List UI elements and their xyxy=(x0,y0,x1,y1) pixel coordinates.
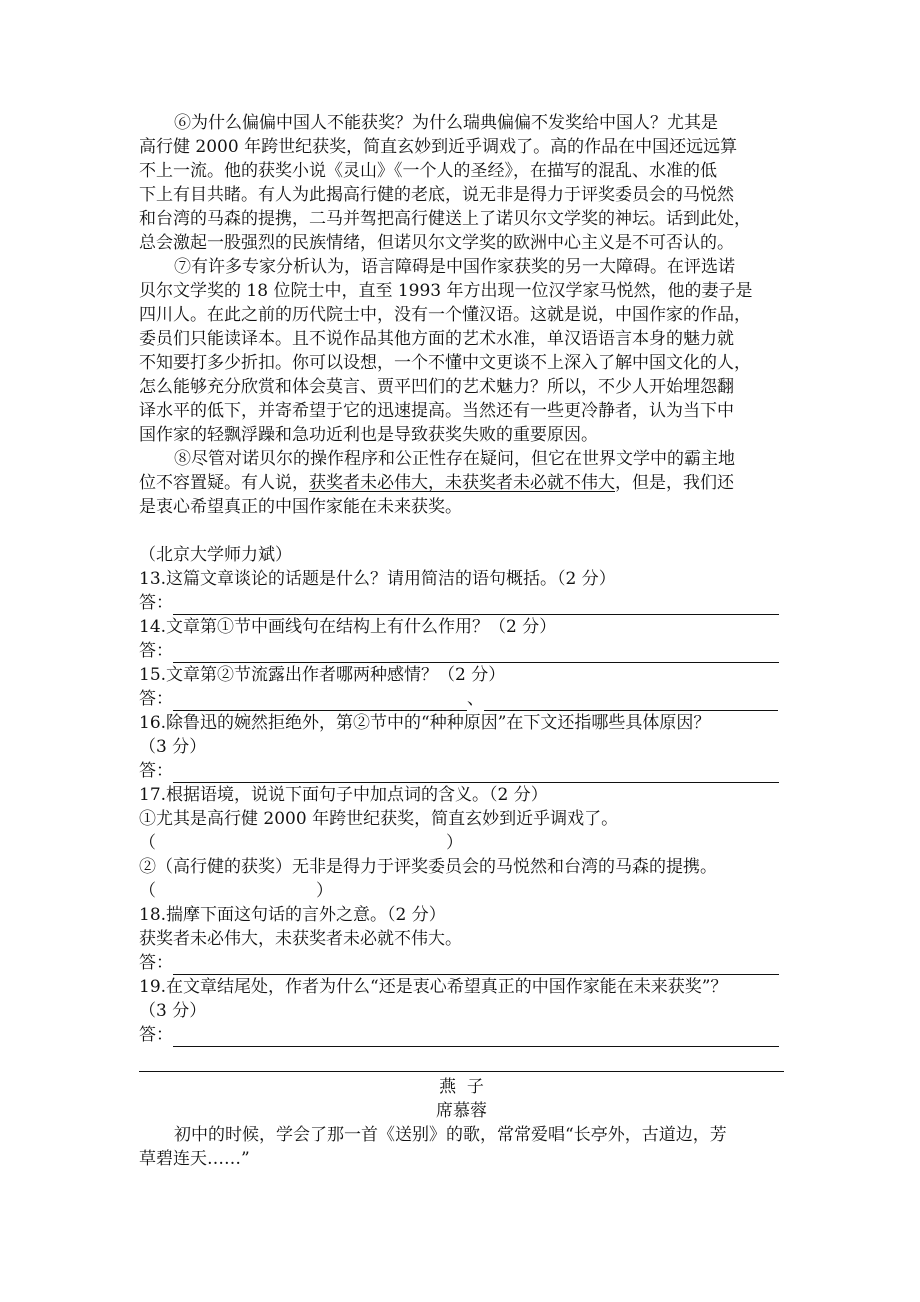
question-16-score: （3 分） xyxy=(139,737,207,757)
text-line: 初中的时候，学会了那一首《送别》的歌，常常爱唱“长亭外，古道边，芳 xyxy=(174,1125,727,1145)
question-17-sentence-2: ②（高行健的获奖）无非是得力于评奖委员会的马悦然和台湾的马森的提携。 xyxy=(139,857,717,877)
question-17-sentence-1: ①尤其是高行健 2000 年跨世纪获奖，简直玄妙到近乎调戏了。 xyxy=(139,809,619,829)
paren-close: ） xyxy=(316,881,333,901)
question-13: 13.这篇文章谈论的话题是什么？请用简洁的语句概括。（2 分） xyxy=(139,569,616,589)
text-line: 国作家的轻飘浮躁和急功近利也是导致获奖失败的重要原因。 xyxy=(139,425,598,445)
answer-row xyxy=(139,591,784,615)
answer-blank[interactable] xyxy=(173,1029,779,1047)
answer-row xyxy=(139,951,784,975)
text-line: ⑦有许多专家分析认为，语言障碍是中国作家获奖的另一大障碍。在评选诺 xyxy=(174,257,735,277)
text-line: 四川人。在此之前的历代院士中，没有一个懂汉语。这就是说，中国作家的作品， xyxy=(139,305,751,325)
paren-answer-row xyxy=(139,879,784,903)
text-line: 和台湾的马森的提携，二马并驾把高行健送上了诺贝尔文学奖的神坛。话到此处， xyxy=(139,209,751,229)
next-article xyxy=(139,1075,784,1171)
question-18-quote: 获奖者未必伟大，未获奖者未必就不伟大。 xyxy=(139,929,462,949)
answer-label: 答： xyxy=(139,689,173,709)
text-line: ⑧尽管对诺贝尔的操作程序和公正性存在疑问，但它在世界文学中的霸主地 xyxy=(174,449,735,469)
answer-label: 答： xyxy=(139,593,173,613)
text-line: 是衷心希望真正的中国作家能在未来获奖。 xyxy=(139,497,462,517)
answer-row xyxy=(139,639,784,663)
blank-separator: 、 xyxy=(467,689,484,709)
paren-close: ） xyxy=(446,833,463,853)
question-18: 18.揣摩下面这句话的言外之意。（2 分） xyxy=(139,905,446,925)
answer-blank[interactable] xyxy=(173,765,779,783)
text-segment: ，但是，我们还 xyxy=(615,473,734,493)
text-line: 译水平的低下，并寄希望于它的迅速提高。当然还有一些更冷静者，认为当下中 xyxy=(139,401,734,421)
article-title: 燕 子 xyxy=(439,1077,484,1097)
answer-row xyxy=(139,759,784,783)
questions-section xyxy=(139,543,784,1047)
question-17: 17.根据语境，说说下面句子中加点词的含义。（2 分） xyxy=(139,785,548,805)
answer-blank[interactable] xyxy=(173,693,467,711)
answer-row xyxy=(139,687,784,711)
text-segment: 位不容置疑。有人说， xyxy=(139,473,309,493)
text-line: 下上有目共睹。有人为此揭高行健的老底，说无非是得力于评奖委员会的马悦然 xyxy=(139,185,734,205)
text-line: 不知要打多少折扣。你可以设想，一个不懂中文更谈不上深入了解中国文化的人， xyxy=(139,353,751,373)
paren-open: （ xyxy=(139,833,156,853)
passage-paragraph-7 xyxy=(139,255,784,447)
passage-source: （北京大学师力斌） xyxy=(139,545,292,565)
question-15: 15.文章第②节流露出作者哪两种感情？（2 分） xyxy=(139,665,506,685)
question-14: 14.文章第①节中画线句在结构上有什么作用？（2 分） xyxy=(139,617,557,637)
paren-answer-row xyxy=(139,831,784,855)
answer-blank[interactable] xyxy=(173,957,779,975)
text-line: 草碧连天……” xyxy=(139,1149,250,1169)
answer-label: 答： xyxy=(139,641,173,661)
question-19: 19.在文章结尾处，作者为什么“还是衷心希望真正的中国作家能在未来获奖”？ xyxy=(139,977,728,997)
answer-label: 答： xyxy=(139,761,173,781)
passage-paragraph-8 xyxy=(139,447,784,519)
answer-row xyxy=(139,1023,784,1047)
underlined-sentence: 获奖者未必伟大，未获奖者未必就不伟大 xyxy=(309,473,615,493)
question-16: 16.除鲁迅的婉然拒绝外，第②节中的“种种原因”在下文还指哪些具体原因？ xyxy=(139,713,711,733)
text-line: ⑥为什么偏偏中国人不能获奖？为什么瑞典偏偏不发奖给中国人？尤其是 xyxy=(174,113,718,133)
section-divider xyxy=(139,1071,784,1072)
paren-open: （ xyxy=(139,881,156,901)
answer-blank[interactable] xyxy=(173,597,779,615)
text-line: 总会激起一股强烈的民族情绪，但诺贝尔文学奖的欧洲中心主义是不可否认的。 xyxy=(139,233,734,253)
answer-label: 答： xyxy=(139,1025,173,1045)
answer-blank[interactable] xyxy=(484,693,778,711)
question-19-score: （3 分） xyxy=(139,1001,207,1021)
text-line: 高行健 2000 年跨世纪获奖，简直玄妙到近乎调戏了。高的作品在中国还远远算 xyxy=(139,137,738,157)
answer-blank[interactable] xyxy=(173,645,779,663)
text-line: 贝尔文学奖的 18 位院士中，直至 1993 年方出现一位汉学家马悦然，他的妻子是 xyxy=(139,281,753,301)
answer-label: 答： xyxy=(139,953,173,973)
passage-paragraph-6 xyxy=(139,111,784,255)
text-line: 不上一流。他的获奖小说《灵山》《一个人的圣经》，在描写的混乱、水准的低 xyxy=(139,161,717,181)
text-line xyxy=(139,471,784,495)
text-line: 委员们只能读译本。且不说作品其他方面的艺术水准，单汉语语言本身的魅力就 xyxy=(139,329,734,349)
article-author: 席慕蓉 xyxy=(436,1101,487,1121)
text-line: 怎么能够充分欣赏和体会莫言、贾平凹们的艺术魅力？所以，不少人开始埋怨翻 xyxy=(139,377,734,397)
